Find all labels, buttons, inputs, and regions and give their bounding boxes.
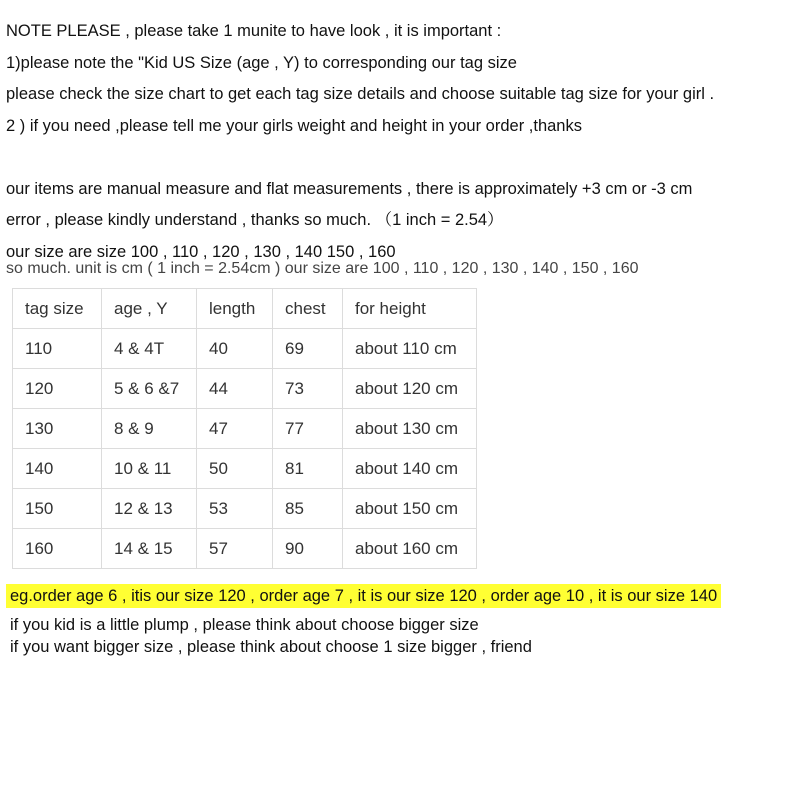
table-cell: 4 & 4T [102, 329, 197, 369]
table-cell: about 130 cm [343, 409, 477, 449]
table-cell: 47 [197, 409, 273, 449]
note-line: NOTE PLEASE , please take 1 munite to have look , it is important : [6, 22, 502, 40]
table-cell: 160 [13, 529, 102, 569]
table-cell: 85 [273, 489, 343, 529]
table-cell: 8 & 9 [102, 409, 197, 449]
note-line: error , please kindly understand , thanks so much. （1 inch = 2.54） [6, 211, 504, 229]
cropped-text: so much. unit is cm ( 1 inch = 2.54cm ) our size are 100 , 110 , 120 , 130 , 140 , 150 , 160 [6, 260, 639, 277]
note-line: our size are size 100 , 110 , 120 , 130 , 140 150 , 160 [6, 242, 396, 261]
table-cell: about 150 cm [343, 489, 477, 529]
table-cell: about 140 cm [343, 449, 477, 489]
tips-block [10, 614, 532, 658]
example-highlight: eg.order age 6 , itis our size 120 , order age 7 , it is our size 120 , order age 10 , it is our size 140 [6, 584, 721, 608]
table-row [13, 329, 477, 369]
note-line: 1)please note the "Kid US Size (age , Y) to corresponding our tag size [6, 53, 517, 72]
notes-block [6, 16, 796, 268]
table-cell: about 120 cm [343, 369, 477, 409]
table-cell: 90 [273, 529, 343, 569]
table-row [13, 449, 477, 489]
table-cell: 81 [273, 449, 343, 489]
table-row [13, 409, 477, 449]
table-cell: 40 [197, 329, 273, 369]
table-cell: 130 [13, 409, 102, 449]
cropped-text-strip [6, 260, 706, 279]
column-header-age: age , Y [102, 289, 197, 329]
table-cell: 73 [273, 369, 343, 409]
table-cell: 5 & 6 &7 [102, 369, 197, 409]
table-cell: 57 [197, 529, 273, 569]
column-header-chest: chest [273, 289, 343, 329]
table-cell: 44 [197, 369, 273, 409]
table-cell: 14 & 15 [102, 529, 197, 569]
table-cell: 110 [13, 329, 102, 369]
table-cell: about 160 cm [343, 529, 477, 569]
table-cell: 10 & 11 [102, 449, 197, 489]
note-line: please check the size chart to get each tag size details and choose suitable tag size for your girl . [6, 85, 715, 103]
table-cell: 120 [13, 369, 102, 409]
tip-line: if you kid is a little plump , please think about choose bigger size [10, 616, 479, 634]
note-line: 2 ) if you need ,please tell me your girls weight and height in your order ,thanks [6, 116, 582, 135]
table-row [13, 529, 477, 569]
table-cell: 150 [13, 489, 102, 529]
table-cell: 50 [197, 449, 273, 489]
table-cell: 140 [13, 449, 102, 489]
table-cell: 12 & 13 [102, 489, 197, 529]
size-chart-table [12, 288, 477, 569]
table-cell: 53 [197, 489, 273, 529]
column-header-for-height: for height [343, 289, 477, 329]
table-cell: about 110 cm [343, 329, 477, 369]
table-header-row [13, 289, 477, 329]
column-header-tag-size: tag size [13, 289, 102, 329]
table-row [13, 369, 477, 409]
spacer [6, 142, 796, 174]
table-row [13, 489, 477, 529]
tip-line: if you want bigger size , please think about choose 1 size bigger , friend [10, 638, 532, 656]
table-cell: 69 [273, 329, 343, 369]
note-line: our items are manual measure and flat measurements , there is approximately +3 cm or -3 cm [6, 179, 693, 198]
column-header-length: length [197, 289, 273, 329]
table-cell: 77 [273, 409, 343, 449]
